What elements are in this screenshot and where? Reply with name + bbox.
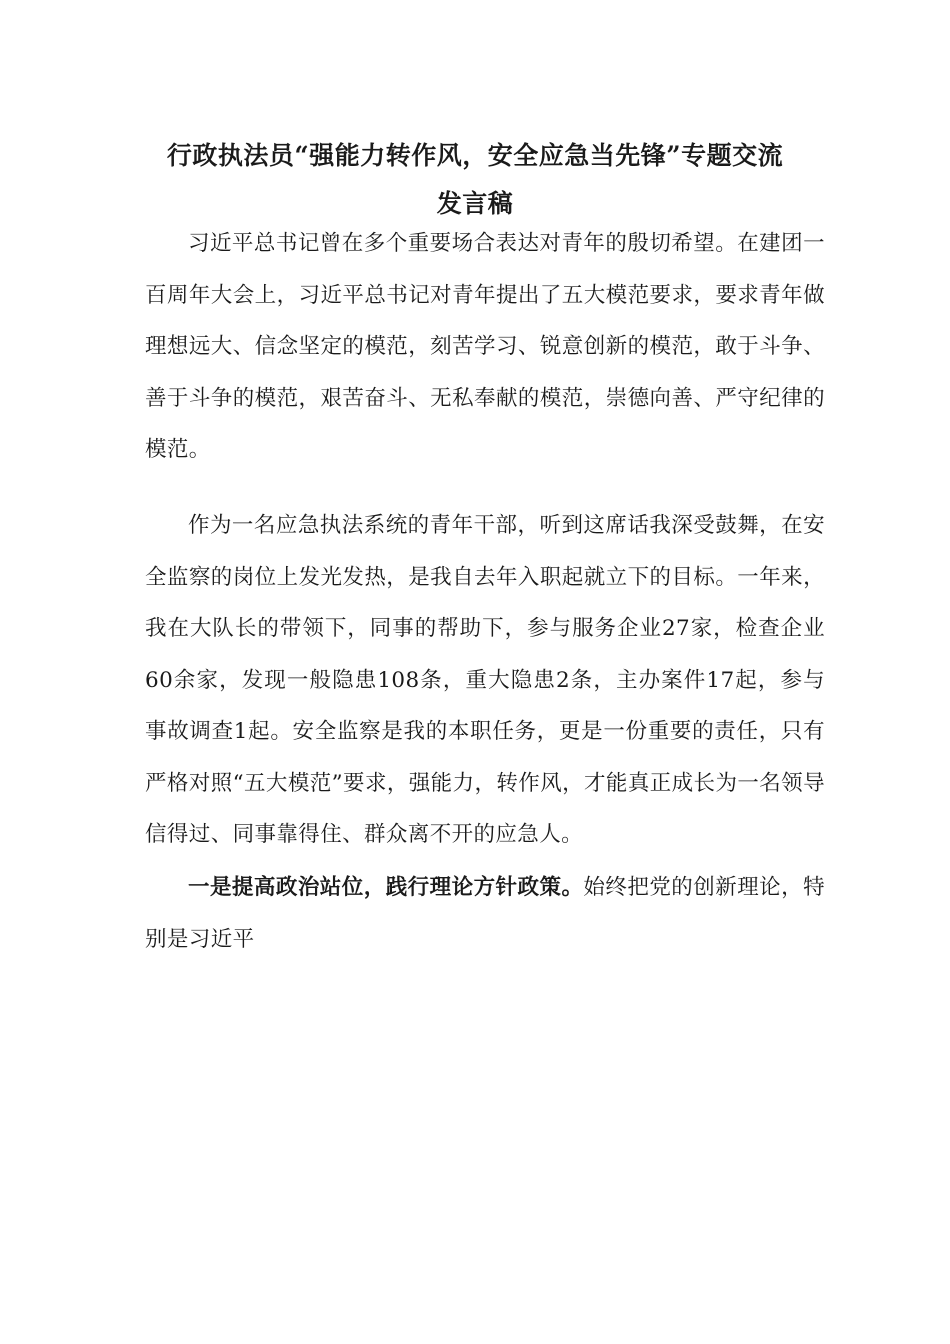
document-title-line-2: 发言稿 bbox=[436, 189, 514, 218]
paragraph-3 bbox=[145, 862, 825, 965]
paragraph-1: 习近平总书记曾在多个重要场合表达对青年的殷切希望。在建团一百周年大会上，习近平总书记对青年提出了五大模范要求，要求青年做理想远大、信念坚定的模范，刻苦学习、锐意创新的模范，敢于斗争、善于斗争的模范，艰苦奋斗、无私奉献的模范，崇德向善、严守纪律的模范。 bbox=[145, 231, 825, 462]
paragraph-3-lead: 一是提高政治站位，践行理论方针政策。 bbox=[188, 875, 584, 900]
paragraph-3-text: 始终把党的创新理论，特别是习近平 bbox=[145, 875, 825, 952]
document-title-line-1: 行政执法员“强能力转作风，安全应急当先锋”专题交流 bbox=[166, 141, 784, 170]
paragraph-2: 作为一名应急执法系统的青年干部，听到这席话我深受鼓舞，在安全监察的岗位上发光发热，是我自去年入职起就立下的目标。一年来，我在大队长的带领下，同事的帮助下，参与服务企业27家，检查企业60余家，发现一般隐患108条，重大隐患2条，主办案件17起，参与事故调查1起。安全监察是我的本职任务，更是一份重要的责任，只有严格对照“五大模范”要求，强能力，转作风，才能真正成长为一名领导信得过、同事靠得住、群众离不开的应急人。 bbox=[145, 513, 825, 847]
